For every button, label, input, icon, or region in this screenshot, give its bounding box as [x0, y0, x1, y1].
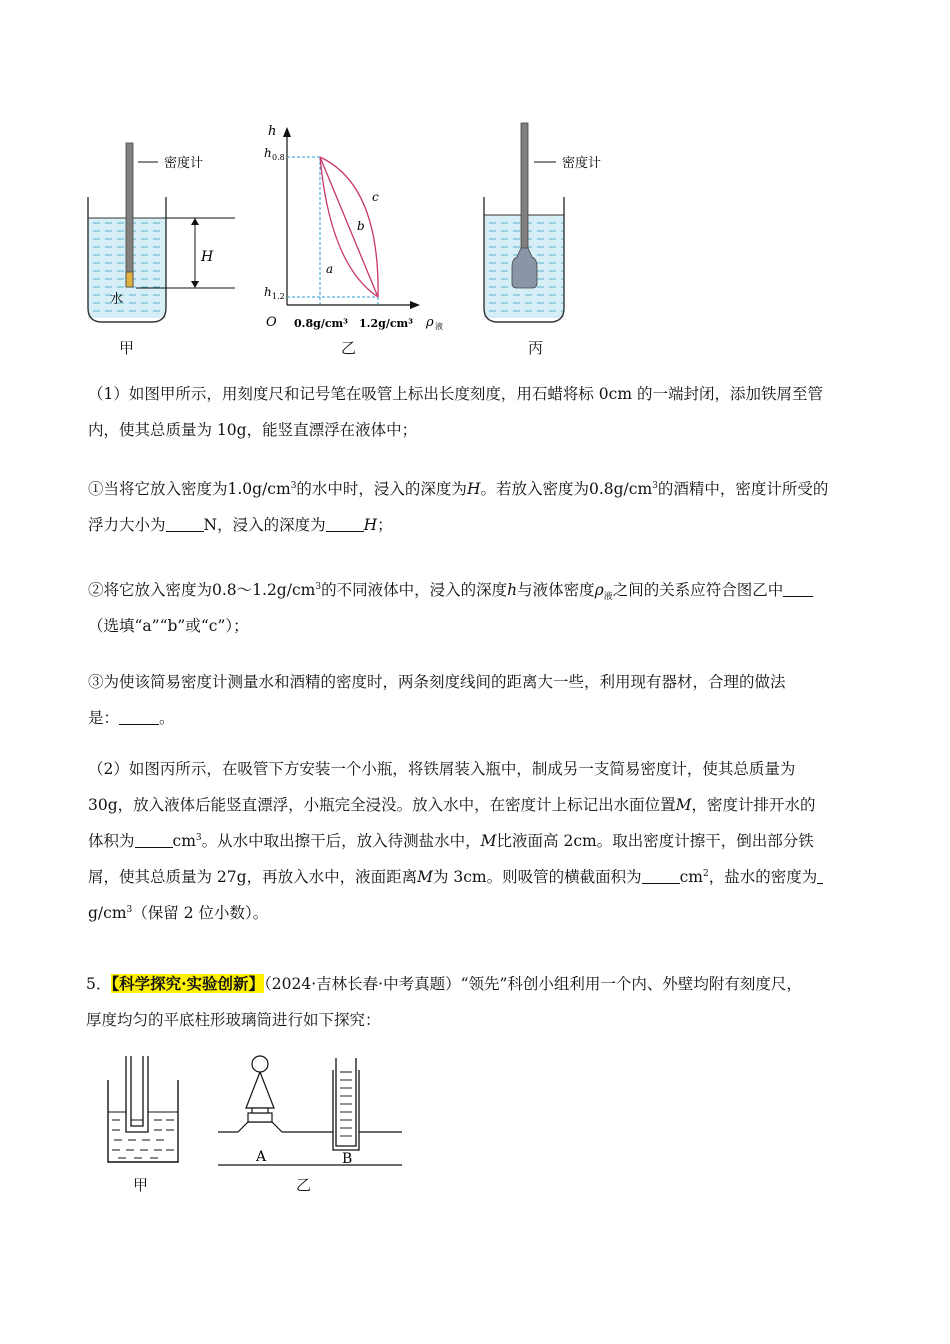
answer-blank-density[interactable] [817, 867, 823, 884]
text: g/cm [88, 904, 127, 922]
question-2 [88, 751, 868, 931]
var-rho: ρ [594, 581, 604, 599]
var-M: M [480, 832, 497, 850]
yi-axis-rho-sub: 液 [435, 322, 443, 331]
q1-s3-line2 [88, 700, 868, 736]
figure-jia-caption: 甲 [119, 339, 135, 357]
text: 之间的关系应符合图乙中 [612, 581, 784, 599]
figure-yi-caption: 乙 [341, 339, 357, 357]
text: 。若放入密度为0.8g/cm [480, 480, 653, 498]
text: 为 3cm。则吸管的横截面积为 [432, 868, 642, 886]
yi-tick-h12: h [264, 285, 272, 299]
text: ，密度计排开水的 [691, 796, 816, 814]
q1-s1-line2 [88, 507, 868, 543]
text: 体积为 [88, 832, 135, 850]
q1-s2-line1: ②将它放入密度为$0.8\sim 1.2g/cm^3$的不同液体中，浸入的深度h与液体密度$\rho_液$之间的关系应符合图乙中 [88, 572, 868, 608]
fig2-label-B: B [342, 1151, 353, 1167]
figure-jia-tube [126, 143, 133, 287]
q2-line3: 体积为 $cm^3$。从水中取出擦干后，放入待测盐水中，M比液面高 2cm。取出密度计擦干，倒出部分铁 [88, 832, 814, 850]
q1-s3-line1: ③为使该简易密度计测量水和酒精的密度时，两条刻度线间的距离大一些，利用现有器材，合理的做法 [88, 673, 786, 691]
figure2-jia [108, 1056, 178, 1162]
text: 与液体密度 [517, 581, 595, 599]
q1-s1-line1: ①当将它放入密度为$1.0g/cm^3$的水中时，浸入的深度为H。若放入密度为$0.8g/cm^3$的酒精中，密度计所受的 [88, 480, 829, 498]
figure-2 [100, 1050, 410, 1170]
text: 30g，放入液体后能竖直漂浮，小瓶完全浸没。放入水中，在密度计上标记出水面位置 [88, 796, 676, 814]
text: 是： [88, 709, 120, 727]
question-1-sub-3 [88, 664, 868, 736]
q1-intro-line2: 内，使其总质量为 10g，能竖直漂浮在液体中； [88, 421, 418, 439]
question-5 [86, 966, 866, 1038]
jia-arrow-down [191, 281, 199, 288]
question-1-sub-2 [88, 572, 868, 644]
text: 的酒精中，密度计所受的 [657, 480, 829, 498]
text: 。 [159, 709, 175, 727]
stand-base [238, 1122, 282, 1132]
q2-line4: 屑，使其总质量为 27g，再放入水中，液面距离M为 3cm。则吸管的横截面积为 $cm^2$，盐水的密度为 [88, 859, 868, 895]
q2-line1: （2）如图丙所示，在吸管下方安装一个小瓶，将铁屑装入瓶中，制成另一支简易密度计，使其总质量为 [88, 760, 796, 778]
answer-blank-curve[interactable] [783, 580, 813, 597]
jia-label-mijiji: 密度计 [164, 156, 204, 171]
yi-y-arrow [283, 127, 291, 137]
jia-label-H: H [201, 249, 214, 265]
yi-tick-x1: 0.8g/cm³ [294, 317, 349, 330]
answer-blank-volume[interactable] [135, 831, 173, 848]
text: 屑，使其总质量为 27g，再放入水中，液面距离 [88, 868, 418, 886]
answer-blank-buoyancy[interactable] [166, 515, 204, 532]
yi-label-a: a [326, 262, 334, 276]
q5-line2: 厚度均匀的平底柱形玻璃筒进行如下探究： [86, 1011, 381, 1029]
q5-tag: 【科学探究·实验创新】 [111, 974, 265, 993]
cone-shape [246, 1072, 274, 1108]
stand-block [248, 1113, 272, 1122]
yi-tick-x2: 1.2g/cm³ [359, 317, 414, 330]
yi-label-c: c [372, 190, 379, 204]
yi-axis-rho: ρ [426, 315, 434, 330]
figure-bing-tube [512, 123, 537, 288]
yi-tick-h08: h [264, 146, 272, 160]
q5-number: 5． [86, 975, 112, 993]
yi-tick-h12-sub: 1.2 [272, 292, 285, 301]
figure2-jia-caption: 甲 [133, 1176, 149, 1194]
yi-label-b: b [357, 219, 365, 233]
var-H: H [363, 516, 378, 534]
ball-shape [252, 1056, 268, 1072]
q2-line5: $g/cm^3$（保留 2 位小数）。 [88, 904, 269, 922]
figure-1 [80, 115, 640, 360]
var-h: h [507, 581, 518, 599]
text: 比液面高 2cm。取出密度计擦干，倒出部分铁 [496, 832, 814, 850]
answer-blank-depth[interactable] [326, 515, 364, 532]
text: 的不同液体中，浸入的深度 [321, 581, 508, 599]
answer-blank-area[interactable] [642, 867, 680, 884]
question-1 [88, 376, 868, 448]
text: cm [172, 832, 196, 850]
yi-axis-h: h [268, 124, 277, 139]
var-M: M [417, 868, 433, 886]
text: 的水中时，浸入的深度为 [296, 480, 467, 498]
jia-label-water: 水 [110, 292, 124, 307]
text: ，盐水的密度为 [708, 868, 818, 886]
q1-s2-line2: （选填“a”“b”或“c”）； [88, 617, 249, 635]
text: （保留 2 位小数）。 [132, 904, 269, 922]
bing-label-mijiji: 密度计 [562, 156, 602, 171]
fig2-label-A: A [256, 1149, 267, 1165]
text: ②将它放入密度为0.8～1.2g/cm [88, 581, 316, 599]
q1-intro-line1: （1）如图甲所示，用刻度尺和记号笔在吸管上标出长度刻度，用石蜡将标 0cm 的一端封闭，添加铁屑至管 [88, 385, 823, 403]
text: N，浸入的深度为 [203, 516, 326, 534]
q2-line2 [88, 787, 868, 823]
answer-blank-method[interactable] [119, 708, 159, 725]
sub-ye: 液 [603, 592, 613, 603]
text: ①当将它放入密度为1.0g/cm [88, 480, 291, 498]
jia-arrow-up [191, 218, 199, 225]
figure2-yi-caption: 乙 [296, 1176, 312, 1194]
text: 。从水中取出擦干后，放入待测盐水中， [201, 832, 481, 850]
var-H: H [466, 480, 481, 498]
yi-origin: O [266, 315, 277, 330]
var-M: M [675, 796, 692, 814]
question-1-sub-1 [88, 471, 868, 543]
text: （2024·吉林长春·中考真题）“领先”科创小组利用一个内、外壁均附有刻度尺， [264, 975, 802, 993]
yi-x-arrow [410, 301, 420, 309]
figure-bing-caption: 丙 [528, 339, 544, 357]
q5-line1 [86, 966, 866, 1002]
figure-yi-graph [264, 124, 443, 331]
text: ； [377, 516, 393, 534]
figure2-yi [218, 1056, 402, 1167]
yi-tick-h08-sub: 0.8 [272, 153, 285, 162]
text: 浮力大小为 [88, 516, 166, 534]
text: cm [679, 868, 704, 886]
yi-curve-b [320, 157, 378, 297]
